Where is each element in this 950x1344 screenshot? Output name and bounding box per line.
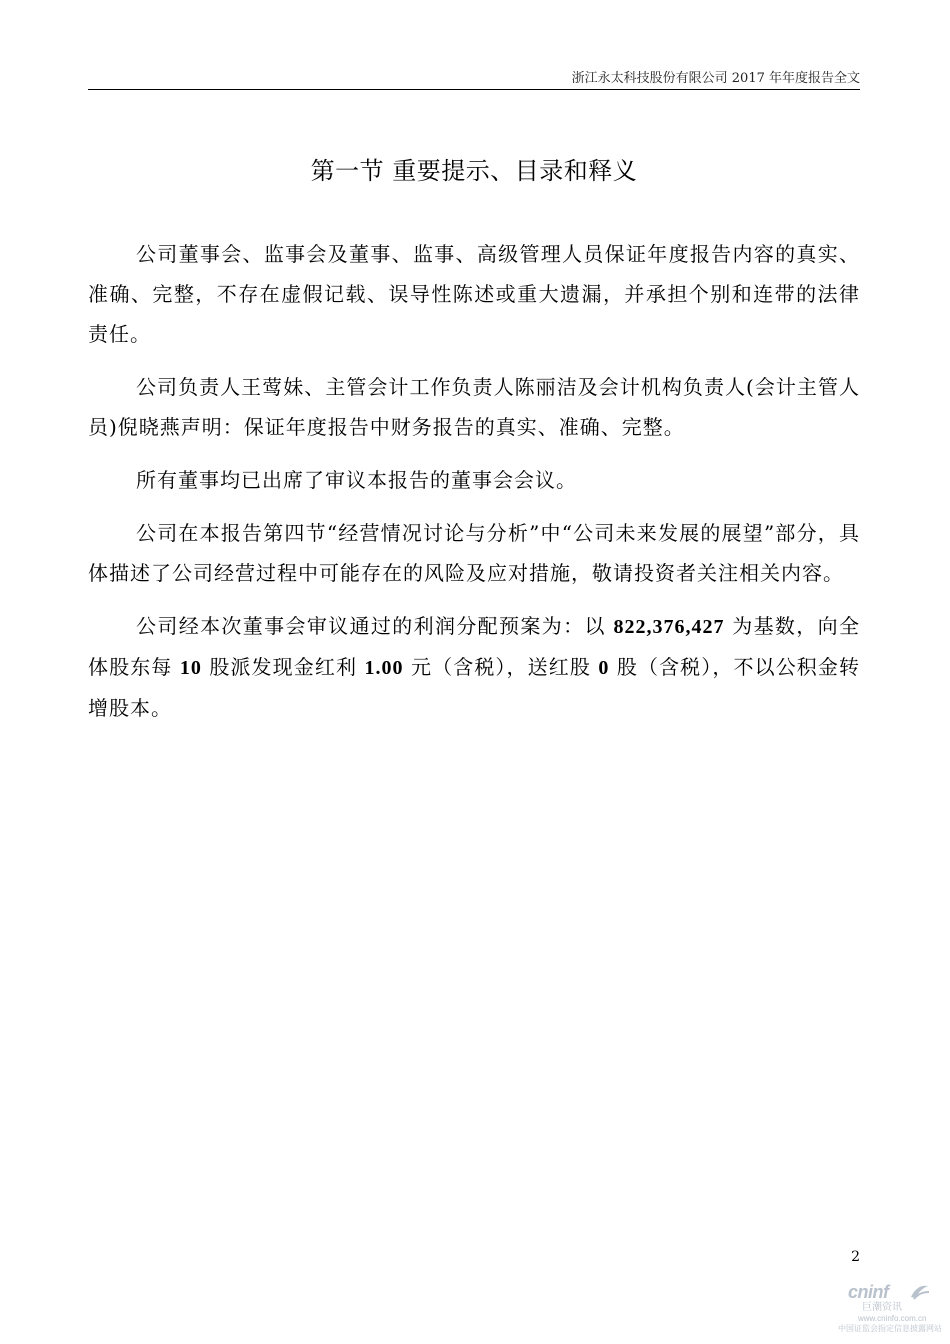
profit-text-5: 股（含税），不以公积金转增股本。 <box>88 655 861 720</box>
paragraph-risk-notice: 公司在本报告第四节“经营情况讨论与分析”中“公司未来发展的展望”部分，具体描述了公司经营过程中可能存在的风险及应对措施，敬请投资者关注相关内容。 <box>88 521 860 585</box>
bonus-share-count: 0 <box>598 657 610 679</box>
paragraph-responsibility-statement: 公司董事会、监事会及董事、监事、高级管理人员保证年度报告内容的真实、准确、完整，不存在虚假记载、误导性陈述或重大遗漏，并承担个别和连带的法律责任。 <box>88 242 860 346</box>
header-rule <box>88 89 860 90</box>
cninfo-tagline: 中国证监会指定信息披露网站 <box>838 1324 942 1333</box>
profit-text-3: 股派发现金红利 <box>201 655 365 679</box>
profit-text-1: 公司经本次董事会审议通过的利润分配预案为：以 <box>136 614 614 638</box>
profit-text-2: 为基数，向全体股东每 <box>88 614 861 679</box>
profit-text-4: 元（含税），送红股 <box>403 655 599 679</box>
paragraph-financial-declaration: 公司负责人王莺妹、主管会计工作负责人陈丽洁及会计机构负责人(会计主管人员)倪晓燕声明：保证年度报告中财务报告的真实、准确、完整。 <box>88 375 860 439</box>
cninfo-swoosh-icon <box>908 1283 930 1301</box>
base-share-count: 822,376,427 <box>613 616 725 638</box>
cninfo-watermark <box>838 1282 946 1340</box>
cninfo-logo-text: cninf <box>848 1282 889 1302</box>
section-title: 第一节 重要提示、目录和释义 <box>310 157 638 185</box>
cninfo-chinese-name: 巨潮资讯 <box>862 1302 902 1313</box>
cninfo-url: www.cninfo.com.cn <box>858 1314 927 1323</box>
page-number: 2 <box>851 1249 860 1265</box>
paragraph-board-attendance: 所有董事均已出席了审议本报告的董事会会议。 <box>136 468 577 492</box>
per-share-unit: 10 <box>179 657 202 679</box>
body-text <box>88 234 860 741</box>
running-header: 浙江永太科技股份有限公司 2017 年年度报告全文 <box>571 71 860 86</box>
cash-dividend-amount: 1.00 <box>364 657 404 679</box>
paragraph-profit-distribution <box>88 606 860 728</box>
